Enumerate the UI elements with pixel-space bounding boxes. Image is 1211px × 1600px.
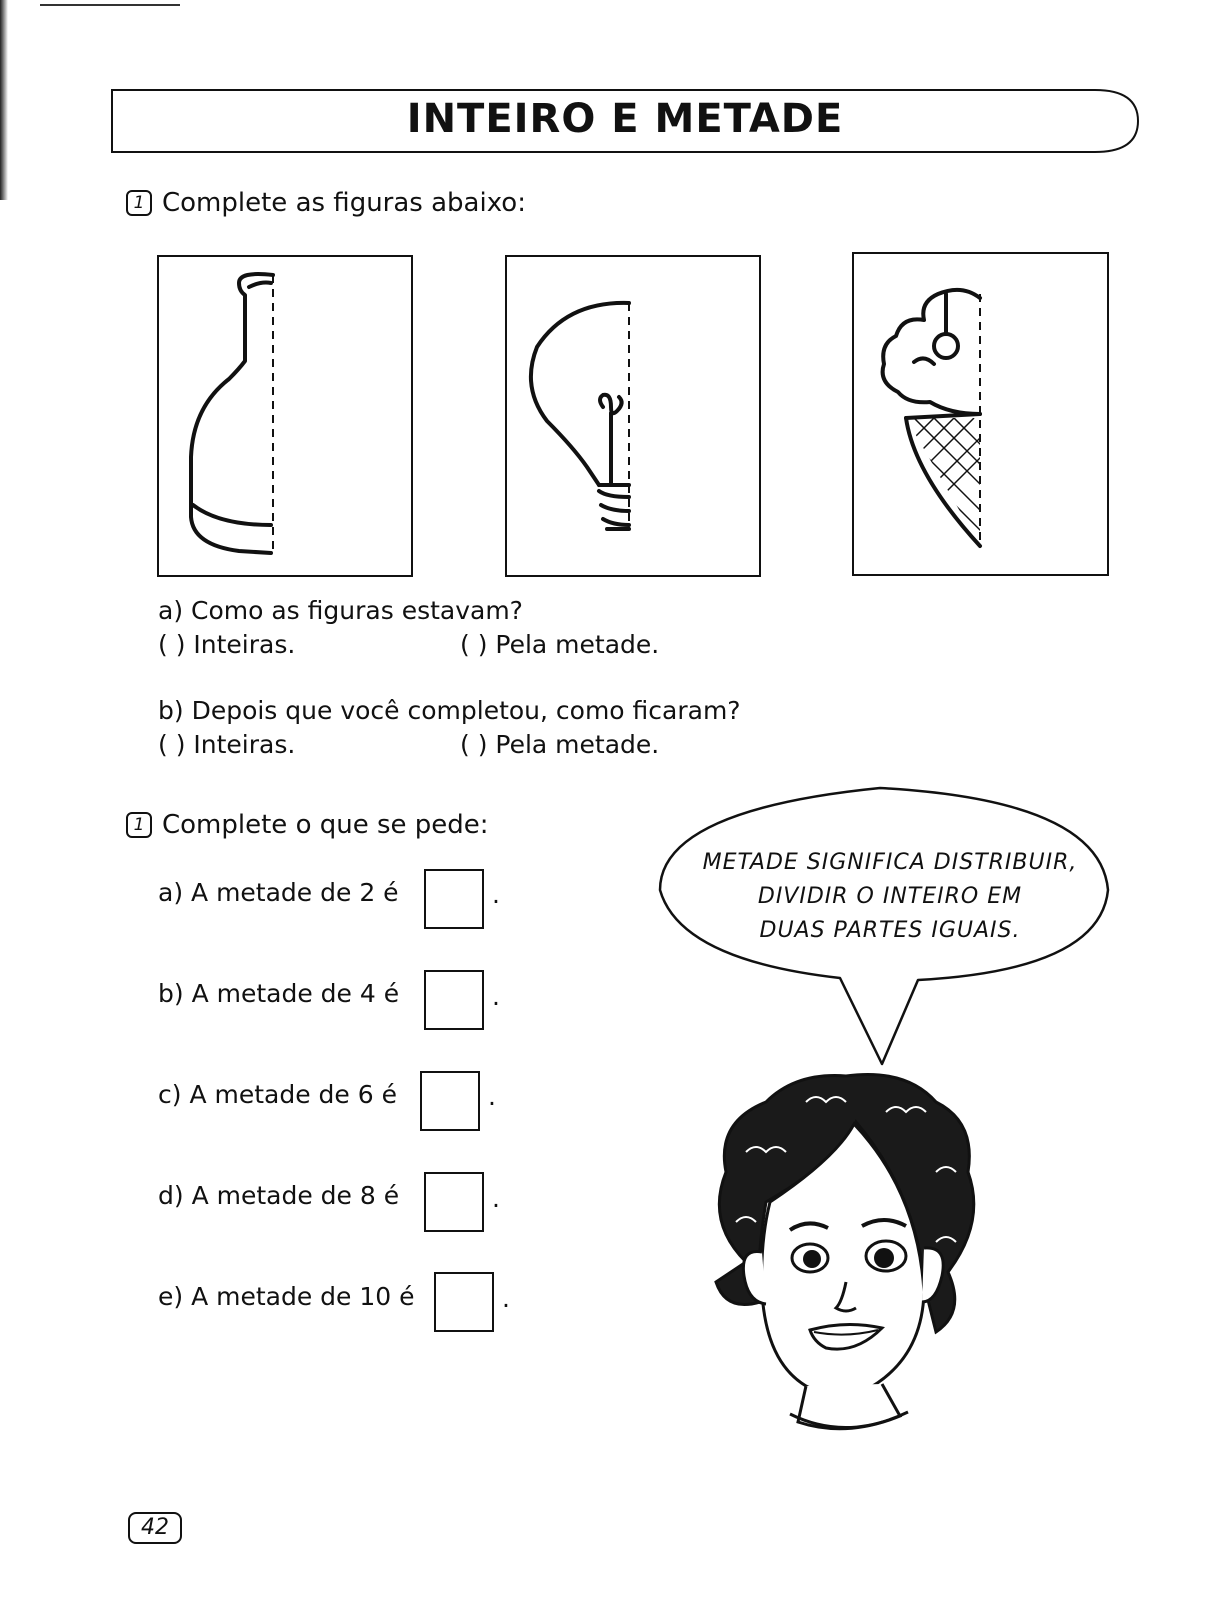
answer-row-a: a) A metade de 2 é xyxy=(158,878,399,907)
page-number: 42 xyxy=(128,1512,182,1544)
figure-box-icecream[interactable] xyxy=(852,252,1109,576)
girl-face-icon xyxy=(686,1062,1006,1442)
question-b-option-metade[interactable]: ( ) Pela metade. xyxy=(460,730,660,759)
answer-end-e: . xyxy=(502,1284,510,1313)
question-a-option-metade[interactable]: ( ) Pela metade. xyxy=(460,630,660,659)
figure-box-bottle[interactable] xyxy=(157,255,413,577)
question-a-option-inteiras[interactable]: ( ) Inteiras. xyxy=(158,630,296,659)
scan-edge xyxy=(0,0,8,200)
section1-heading xyxy=(126,188,526,218)
answer-end-a: . xyxy=(492,880,500,909)
answer-box-e[interactable] xyxy=(434,1272,494,1332)
title-banner xyxy=(110,88,1140,154)
bubble-line-3: DUAS PARTES IGUAIS. xyxy=(759,918,1021,943)
answer-box-a[interactable] xyxy=(424,869,484,929)
question-a: a) Como as figuras estavam? xyxy=(158,596,523,625)
page-title: INTEIRO E METADE xyxy=(406,96,844,142)
section2-number: 1 xyxy=(126,812,152,838)
question-b-option-inteiras[interactable]: ( ) Inteiras. xyxy=(158,730,296,759)
ice-cream-icon xyxy=(854,254,1107,574)
answer-row-e: e) A metade de 10 é xyxy=(158,1282,415,1311)
bubble-line-2: DIVIDIR O INTEIRO EM xyxy=(757,884,1023,909)
answer-end-c: . xyxy=(488,1082,496,1111)
answer-row-b: b) A metade de 4 é xyxy=(158,979,400,1008)
bottle-icon xyxy=(159,257,411,575)
answer-end-b: . xyxy=(492,982,500,1011)
section2-heading xyxy=(126,810,489,840)
top-rule xyxy=(40,4,180,6)
bubble-line-1: METADE SIGNIFICA DISTRIBUIR, xyxy=(702,850,1078,875)
answer-box-c[interactable] xyxy=(420,1071,480,1131)
answer-row-c: c) A metade de 6 é xyxy=(158,1080,397,1109)
answer-box-d[interactable] xyxy=(424,1172,484,1232)
answer-box-b[interactable] xyxy=(424,970,484,1030)
question-b: b) Depois que você completou, como ficaram? xyxy=(158,696,741,725)
answer-end-d: . xyxy=(492,1184,500,1213)
answer-row-d: d) A metade de 8 é xyxy=(158,1181,400,1210)
section1-number: 1 xyxy=(126,190,152,216)
light-bulb-icon xyxy=(507,257,759,575)
section2-heading-text: Complete o que se pede: xyxy=(162,810,489,840)
section1-heading-text: Complete as figuras abaixo: xyxy=(162,188,526,218)
figure-box-bulb[interactable] xyxy=(505,255,761,577)
